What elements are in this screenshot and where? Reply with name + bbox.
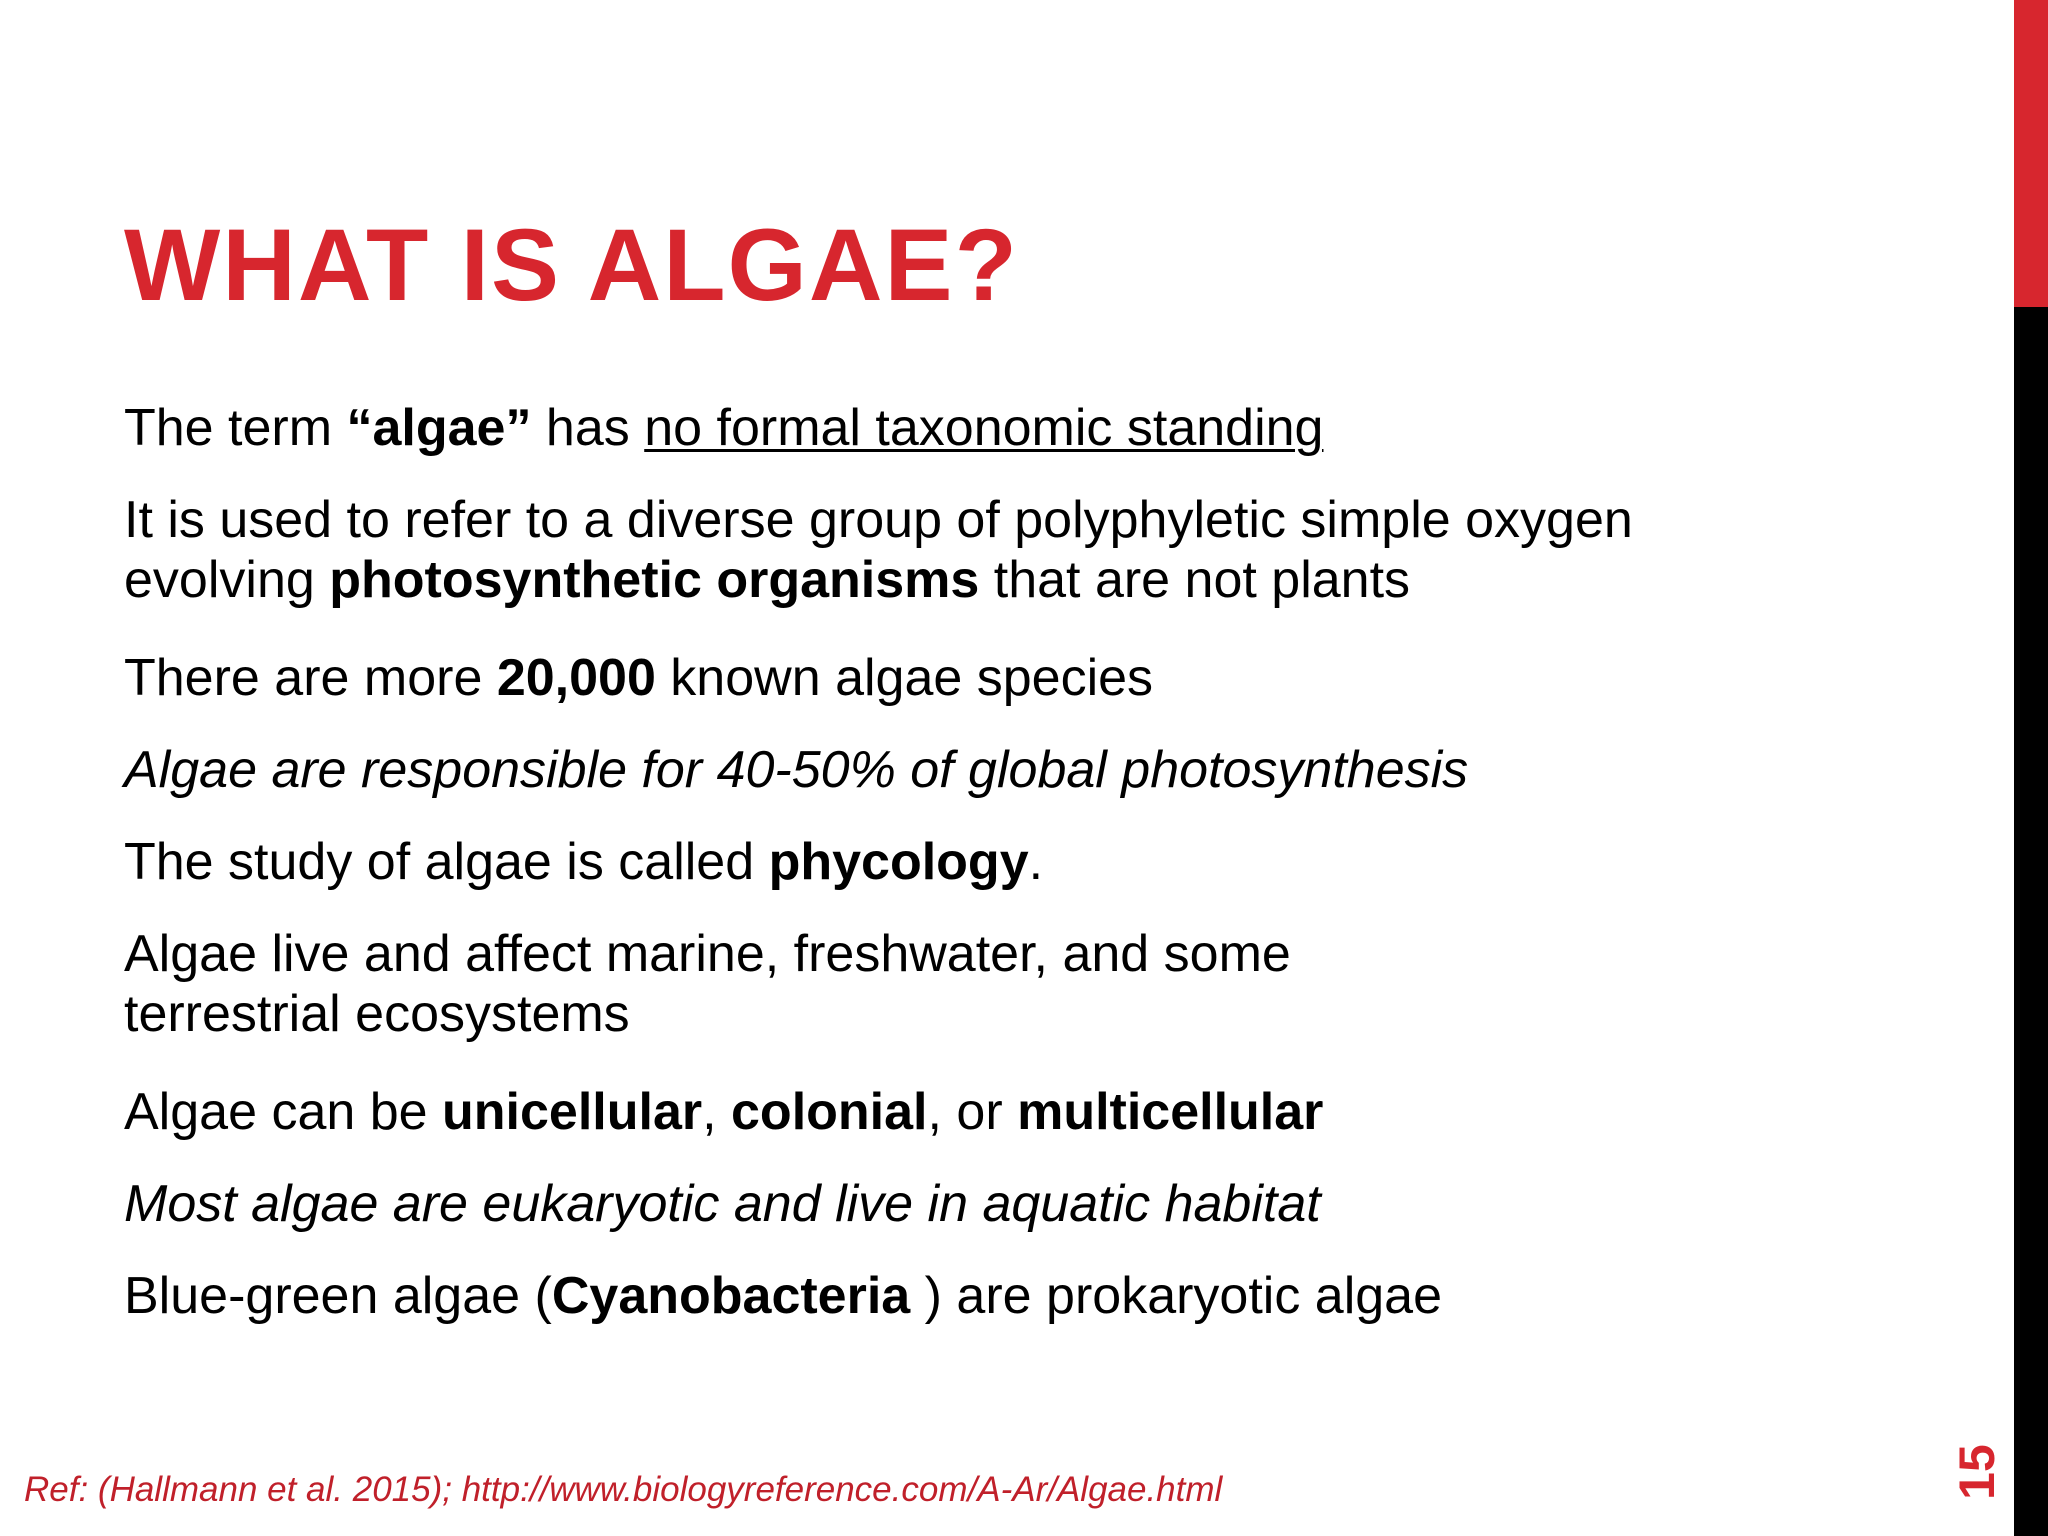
bullet-text: , [702, 1083, 732, 1141]
bullet-text: terrestrial ecosystems [124, 985, 630, 1043]
slide-title: WHAT IS ALGAE? [124, 208, 1019, 322]
bullet-bold-term: “algae” [346, 399, 532, 457]
bullet-phycology [124, 832, 1043, 892]
bullet-taxonomy [124, 398, 1323, 458]
bullet-text: known algae species [655, 649, 1154, 707]
bullet-bold-term: photosynthetic organisms [329, 551, 980, 609]
bullet-text: There are more [124, 649, 497, 707]
bullet-cyanobacteria [124, 1266, 1442, 1326]
bullet-photosynthesis-share: Algae are responsible for 40-50% of global photosynthesis [124, 741, 1469, 799]
bullet-bold-term: colonial [731, 1083, 928, 1141]
bullet-text: that are not plants [979, 551, 1411, 609]
bullet-text: It is used to refer to a diverse group of polyphyletic simple oxygen [124, 491, 1633, 549]
bullet-text: The study of algae is called [124, 833, 769, 891]
bullet-underlined-text: no formal taxonomic standing [644, 399, 1324, 457]
bullet-bold-term: 20,000 [496, 649, 656, 707]
bullet-text: ) are prokaryotic algae [910, 1267, 1443, 1325]
bullet-bold-term: unicellular [442, 1083, 703, 1141]
bullet-text: evolving [124, 551, 330, 609]
bullet-text: The term [124, 399, 347, 457]
bullet-bold-term: multicellular [1017, 1083, 1324, 1141]
bullet-ecosystems [124, 924, 1291, 1044]
bullet-text: Algae can be [124, 1083, 443, 1141]
bullet-text: , or [927, 1083, 1018, 1141]
bullet-text: Algae live and affect marine, freshwater, and some [124, 925, 1291, 983]
bullet-bold-term: Cyanobacteria [551, 1267, 911, 1325]
bullet-bold-term: phycology [768, 833, 1029, 891]
bullet-eukaryotic: Most algae are eukaryotic and live in aquatic habitat [124, 1175, 1321, 1233]
bullet-species-count [124, 648, 1153, 708]
bullet-text: has [531, 399, 645, 457]
sidebar-accent-red [2014, 0, 2048, 307]
bullet-cell-types [124, 1082, 1323, 1142]
reference-citation: Ref: (Hallmann et al. 2015); http://www.biologyreference.com/A-Ar/Algae.html [24, 1470, 1223, 1509]
bullet-text: Blue-green algae ( [124, 1267, 552, 1325]
bullet-definition [124, 490, 1633, 610]
bullet-text: . [1028, 833, 1044, 891]
page-number: 15 [1949, 1444, 2005, 1500]
sidebar-accent-black [2014, 307, 2048, 1536]
